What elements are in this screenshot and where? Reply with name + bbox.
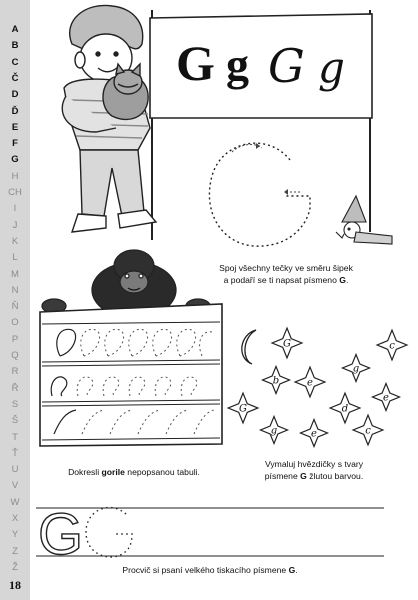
star-label: G: [283, 338, 291, 350]
sidebar-letter: Ř: [11, 382, 19, 394]
practice-outline-letter: G: [38, 502, 84, 567]
practice-instruction: [90, 564, 330, 576]
star-label: b: [272, 375, 280, 387]
practice-instruction-letter: G: [288, 565, 296, 575]
sidebar-letter: S: [11, 398, 19, 410]
sidebar-letter: B: [11, 40, 19, 52]
sidebar-letter: Š: [11, 415, 19, 427]
trace-instruction-line1: Spoj všechny tečky ve směru šipek: [219, 263, 353, 273]
sidebar-letter: L: [12, 252, 18, 264]
stars-instruction-line2-before: písmene: [264, 471, 298, 481]
gorilla-instruction-after: nepopsanou tabuli.: [127, 467, 200, 477]
trace-instruction-line2-after: .: [345, 275, 349, 285]
sidebar-letter: W: [10, 496, 20, 508]
sidebar-letter: R: [11, 366, 19, 378]
sidebar-letter: Č: [11, 72, 19, 84]
star-label: d: [341, 403, 349, 415]
sidebar-letter: C: [11, 56, 19, 68]
sidebar-letter: Ň: [11, 301, 19, 313]
sidebar-letter: T: [12, 431, 18, 443]
star-label: c: [389, 340, 395, 352]
stars-instruction: [244, 458, 384, 482]
sidebar-letter: D: [11, 89, 19, 101]
sidebar-letter: H: [11, 170, 19, 182]
sidebar-letter: F: [12, 138, 18, 150]
writing-board: [40, 304, 222, 446]
practice-dotted-letter: [86, 508, 132, 557]
sidebar-letter: P: [11, 333, 19, 345]
sidebar-letter: A: [11, 24, 19, 35]
sidebar-letter: M: [11, 268, 19, 280]
sidebar-letter: G: [11, 154, 19, 166]
dotted-g-tracing: [209, 143, 310, 246]
sidebar-letter: O: [11, 317, 19, 329]
sidebar-letter: U: [11, 464, 19, 476]
sidebar-letter: Q: [11, 350, 19, 361]
boy-with-cat-illustration: [62, 5, 156, 232]
trace-instruction: [206, 262, 366, 286]
trace-instruction-line2-before: a podaří se ti napsat písmeno: [223, 275, 337, 285]
banner-print-uppercase: G: [176, 35, 215, 91]
stars-instruction-line2-after: žlutou barvou.: [309, 471, 364, 481]
sidebar-letter: E: [11, 121, 19, 133]
sidebar-letter: X: [11, 513, 19, 524]
sidebar-letter: Ť: [12, 447, 18, 459]
star-label: g: [270, 425, 278, 437]
banner-script-lowercase: g: [318, 43, 345, 92]
sidebar-letter: J: [12, 219, 18, 231]
page-number: 18: [9, 578, 21, 592]
practice-instruction-after: .: [295, 565, 298, 575]
practice-lines: [36, 502, 384, 567]
sidebar-letter: V: [11, 480, 19, 492]
sidebar-letter: I: [13, 203, 17, 215]
stars-instruction-letter: G: [300, 471, 307, 481]
star-label: G: [239, 403, 247, 415]
sidebar-letter: N: [11, 284, 19, 296]
sidebar-letter: Y: [11, 529, 19, 541]
banner-script-uppercase: G: [268, 39, 305, 93]
moon-icon: [242, 330, 256, 364]
banner-print-lowercase: g: [226, 39, 249, 90]
star-label: e: [383, 392, 389, 404]
sidebar-letter: CH: [8, 187, 22, 198]
sidebar-letter: Z: [12, 545, 18, 557]
sidebar-letter: Ď: [11, 105, 19, 117]
letter-banner: [150, 10, 372, 240]
stars-instruction-line1: Vymaluj hvězdičky s tvary: [264, 459, 364, 469]
star-label: c: [365, 425, 371, 437]
gnome-illustration: [336, 196, 392, 244]
star-label: g: [352, 363, 360, 375]
gorilla-instruction-word: gorile: [101, 467, 125, 477]
sidebar-letter: K: [11, 235, 19, 247]
sidebar-letter: Ž: [12, 561, 18, 573]
practice-instruction-before: Procvič si psaní velkého tiskacího písmene: [122, 565, 287, 575]
gorilla-instruction-before: Dokresli: [68, 467, 100, 477]
trace-instruction-letter: G: [339, 275, 346, 285]
gorilla-instruction: [46, 466, 222, 478]
star-label: e: [311, 428, 317, 440]
stars-group: [228, 328, 407, 446]
star-label: e: [307, 377, 313, 389]
